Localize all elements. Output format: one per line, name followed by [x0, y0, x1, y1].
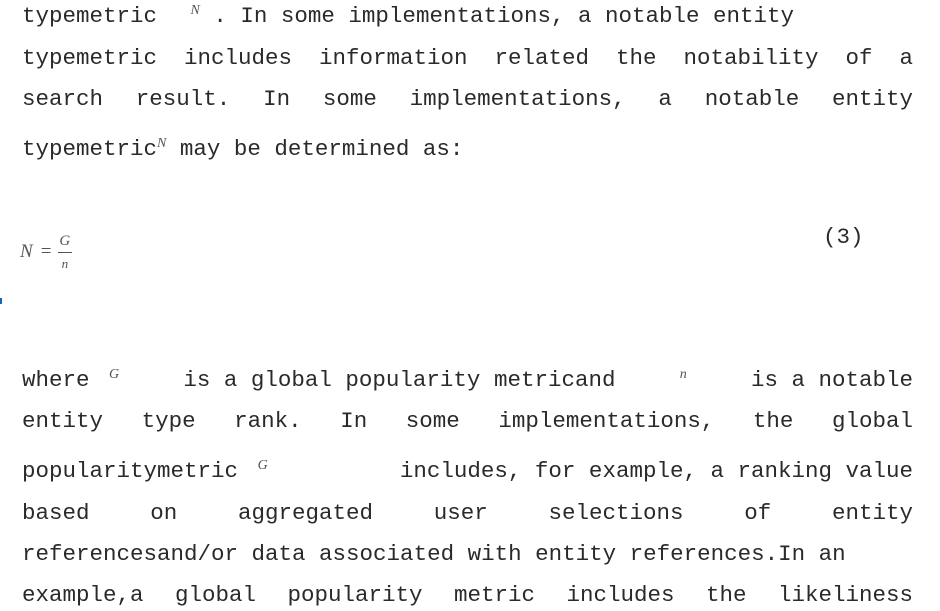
variable-G: G — [109, 367, 120, 382]
text-line-6: entity type rank. In some implementations, the global — [22, 408, 913, 434]
equals-sign: = — [40, 241, 52, 262]
variable-n: n — [679, 367, 687, 382]
text-line-5 — [22, 369, 913, 392]
text-line-8: based on aggregated user selections of entity — [22, 500, 913, 526]
text-line-4 — [22, 138, 913, 161]
variable-N: N — [190, 3, 200, 18]
text-fragment — [22, 369, 119, 392]
equation-3 — [20, 222, 72, 282]
text-fragment — [680, 369, 687, 392]
variable-N: N — [157, 136, 167, 151]
text-fragment: is a global popularity metricand — [183, 367, 616, 393]
text-fragment: typemetric — [22, 3, 158, 29]
equation-number: (3) — [823, 224, 864, 250]
text-fragment: may be determined as: — [166, 136, 464, 162]
text-fragment: . In some implementations, a notable entity — [213, 3, 795, 29]
text-line-7 — [22, 460, 913, 483]
fraction-denominator: n — [61, 256, 69, 271]
variable-G: G — [257, 458, 268, 473]
word-popularitymetric: popularitymetric — [22, 458, 239, 484]
text-line-9: referencesand/or data associated with entity references.In an — [22, 541, 846, 567]
margin-mark — [0, 298, 2, 304]
word-where: where — [22, 367, 90, 393]
fraction-numerator: G — [59, 233, 71, 249]
text-fragment: is a notable — [750, 367, 913, 393]
text-fragment: typemetric — [22, 136, 158, 162]
fraction — [57, 234, 72, 270]
equation-lhs: N — [20, 241, 33, 262]
text-fragment — [22, 460, 268, 483]
text-line-3: search result. In some implementations, a notable entity — [22, 86, 913, 112]
text-line-2: typemetric includes information related the notability of a — [22, 45, 913, 71]
text-line-10: example,a global popularity metric includes the likeliness — [22, 582, 913, 608]
text-line-1 — [22, 5, 913, 28]
text-fragment: includes, for example, a ranking value — [399, 458, 913, 484]
